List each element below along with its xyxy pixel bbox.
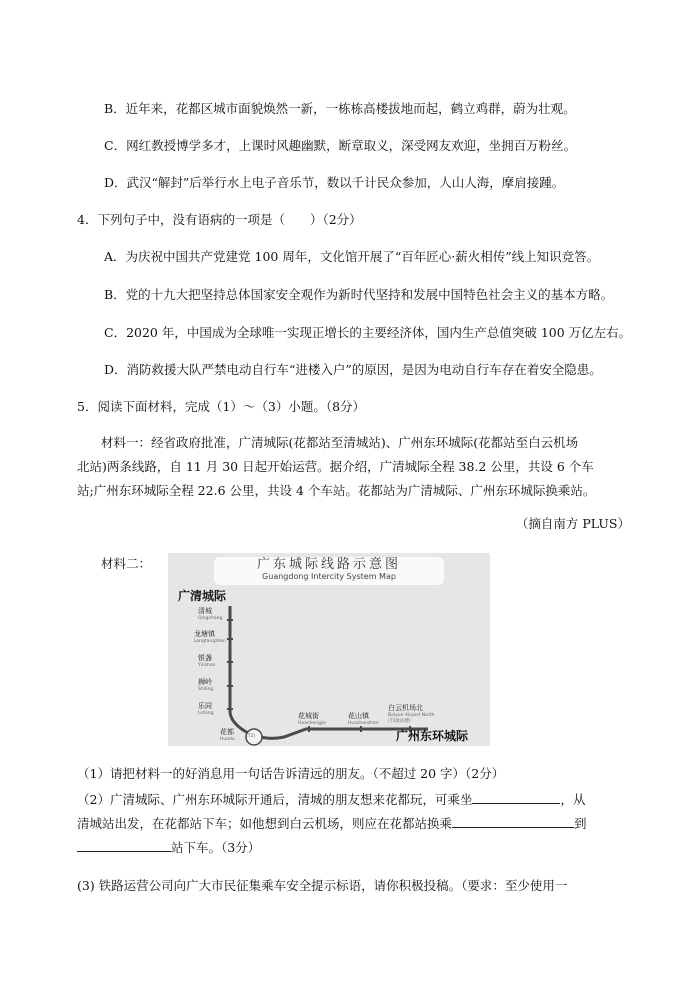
station-tick-longtang [227,638,233,640]
station-huachengjie: 花城街 Huachengjie [298,712,327,726]
map-title-en: Guangdong Intercity System Map [262,572,396,581]
material1-line3: 站;广州东环城际全程 22.6 公里，共设 4 个车站。花都站为广清城际、广州东环城际换乘站。 [77,483,596,498]
station-huadu: 花都 Huadu [220,728,235,742]
q3-option-d: D．武汉“解封”后举行水上电子音乐节，数以千计民众参加，人山人海，摩肩接踵。 [104,175,565,190]
map-title: 广东城际线路示意图 [256,557,401,572]
east-ring-line-name: 广州东环城际 [396,729,469,743]
q4-option-d: D．消防救援大队严禁电动自行车“进楼入户”的原因，是因为电动自行车存在着安全隐患。 [104,362,602,377]
sub-question-2-line2: 清城站出发，在花都站下车；如他想到白云机场，则应在花都站换乘 到 [77,816,587,831]
sub-question-2-line1: （2）广清城际、广州东环城际开通后，清城的朋友想来花都玩，可乘坐 ，从 [77,792,586,807]
material2-label: 材料二： [101,556,152,571]
station-shiling: 狮岭 Shiling [198,678,214,692]
station-letong: 乐同 Letong [198,702,214,716]
q3-option-b: B．近年来，花都区城市面貌焕然一新，一栋栋高楼拔地而起，鹤立鸡群，蔚为壮观。 [104,101,576,116]
q5-stem: 5．阅读下面材料，完成（1）～（3）小题。（8分） [77,399,366,414]
intercity-route-map [168,553,490,746]
station-airport-north: 白云机场北 Baiyun Airport North (T1航站楼) [388,704,435,724]
q4-option-c: C．2020 年，中国成为全球唯一实现正增长的主要经济体，国内生产总值突破 100 万亿左右。 [104,325,632,340]
station-tick-huachengjie [308,726,310,732]
material1-line2: 北站)两条线路，自 11 月 30 日起开始运营。据介绍，广清城际全程 38.2 公里，共设 6 个车 [77,459,594,474]
station-huashanzhen: 花山镇 Huashanzhen [348,712,379,726]
hub-symbol: (T2) [246,734,256,739]
sub-question-1: （1）请把材料一的好消息用一句话告诉清远的朋友。（不超过 20 字）（2分） [77,766,505,781]
q3-option-c: C．网红教授博学多才，上课时风趣幽默，断章取义，深受网友欢迎，坐拥百万粉丝。 [104,138,577,153]
guangqing-line-name: 广清城际 [178,589,227,603]
q4-option-a: A．为庆祝中国共产党建党 100 周年，文化馆开展了“百年匠心·薪火相传”线上知识竞答。 [104,249,600,264]
sub-question-3: (3) 铁路运营公司向广大市民征集乘车安全提示标语，请你积极投稿。（要求：至少使用一 [77,878,568,893]
station-qingcheng: 清城 Qingcheng [198,607,223,621]
answer-blank-1[interactable] [472,790,560,804]
station-tick-shiling [227,685,233,687]
station-tick-letong [227,708,233,710]
station-longtangzhen: 龙塘镇 Longtangzhen [194,630,226,644]
station-tick-yinzhan [227,661,233,663]
answer-blank-3[interactable] [77,838,171,852]
material1-source: （摘自南方 PLUS） [515,516,630,531]
q4-option-b: B．党的十九大把坚持总体国家安全观作为新时代坚持和发展中国特色社会主义的基本方略。 [104,287,614,302]
answer-blank-2[interactable] [452,814,574,828]
station-tick-huashanzhen [360,726,362,732]
route-lines [168,553,490,746]
station-yinzhan: 银盏 Yinzhan [198,654,216,668]
station-tick-qingcheng [227,619,233,621]
material1-line1: 材料一：经省政府批准，广清城际(花都站至清城站)、广州东环城际(花都站至白云机场 [101,435,579,450]
sub-question-2-line3: 站下车。（3分） [77,838,260,857]
q4-stem: 4．下列句子中，没有语病的一项是（ ）（2分） [77,212,362,227]
